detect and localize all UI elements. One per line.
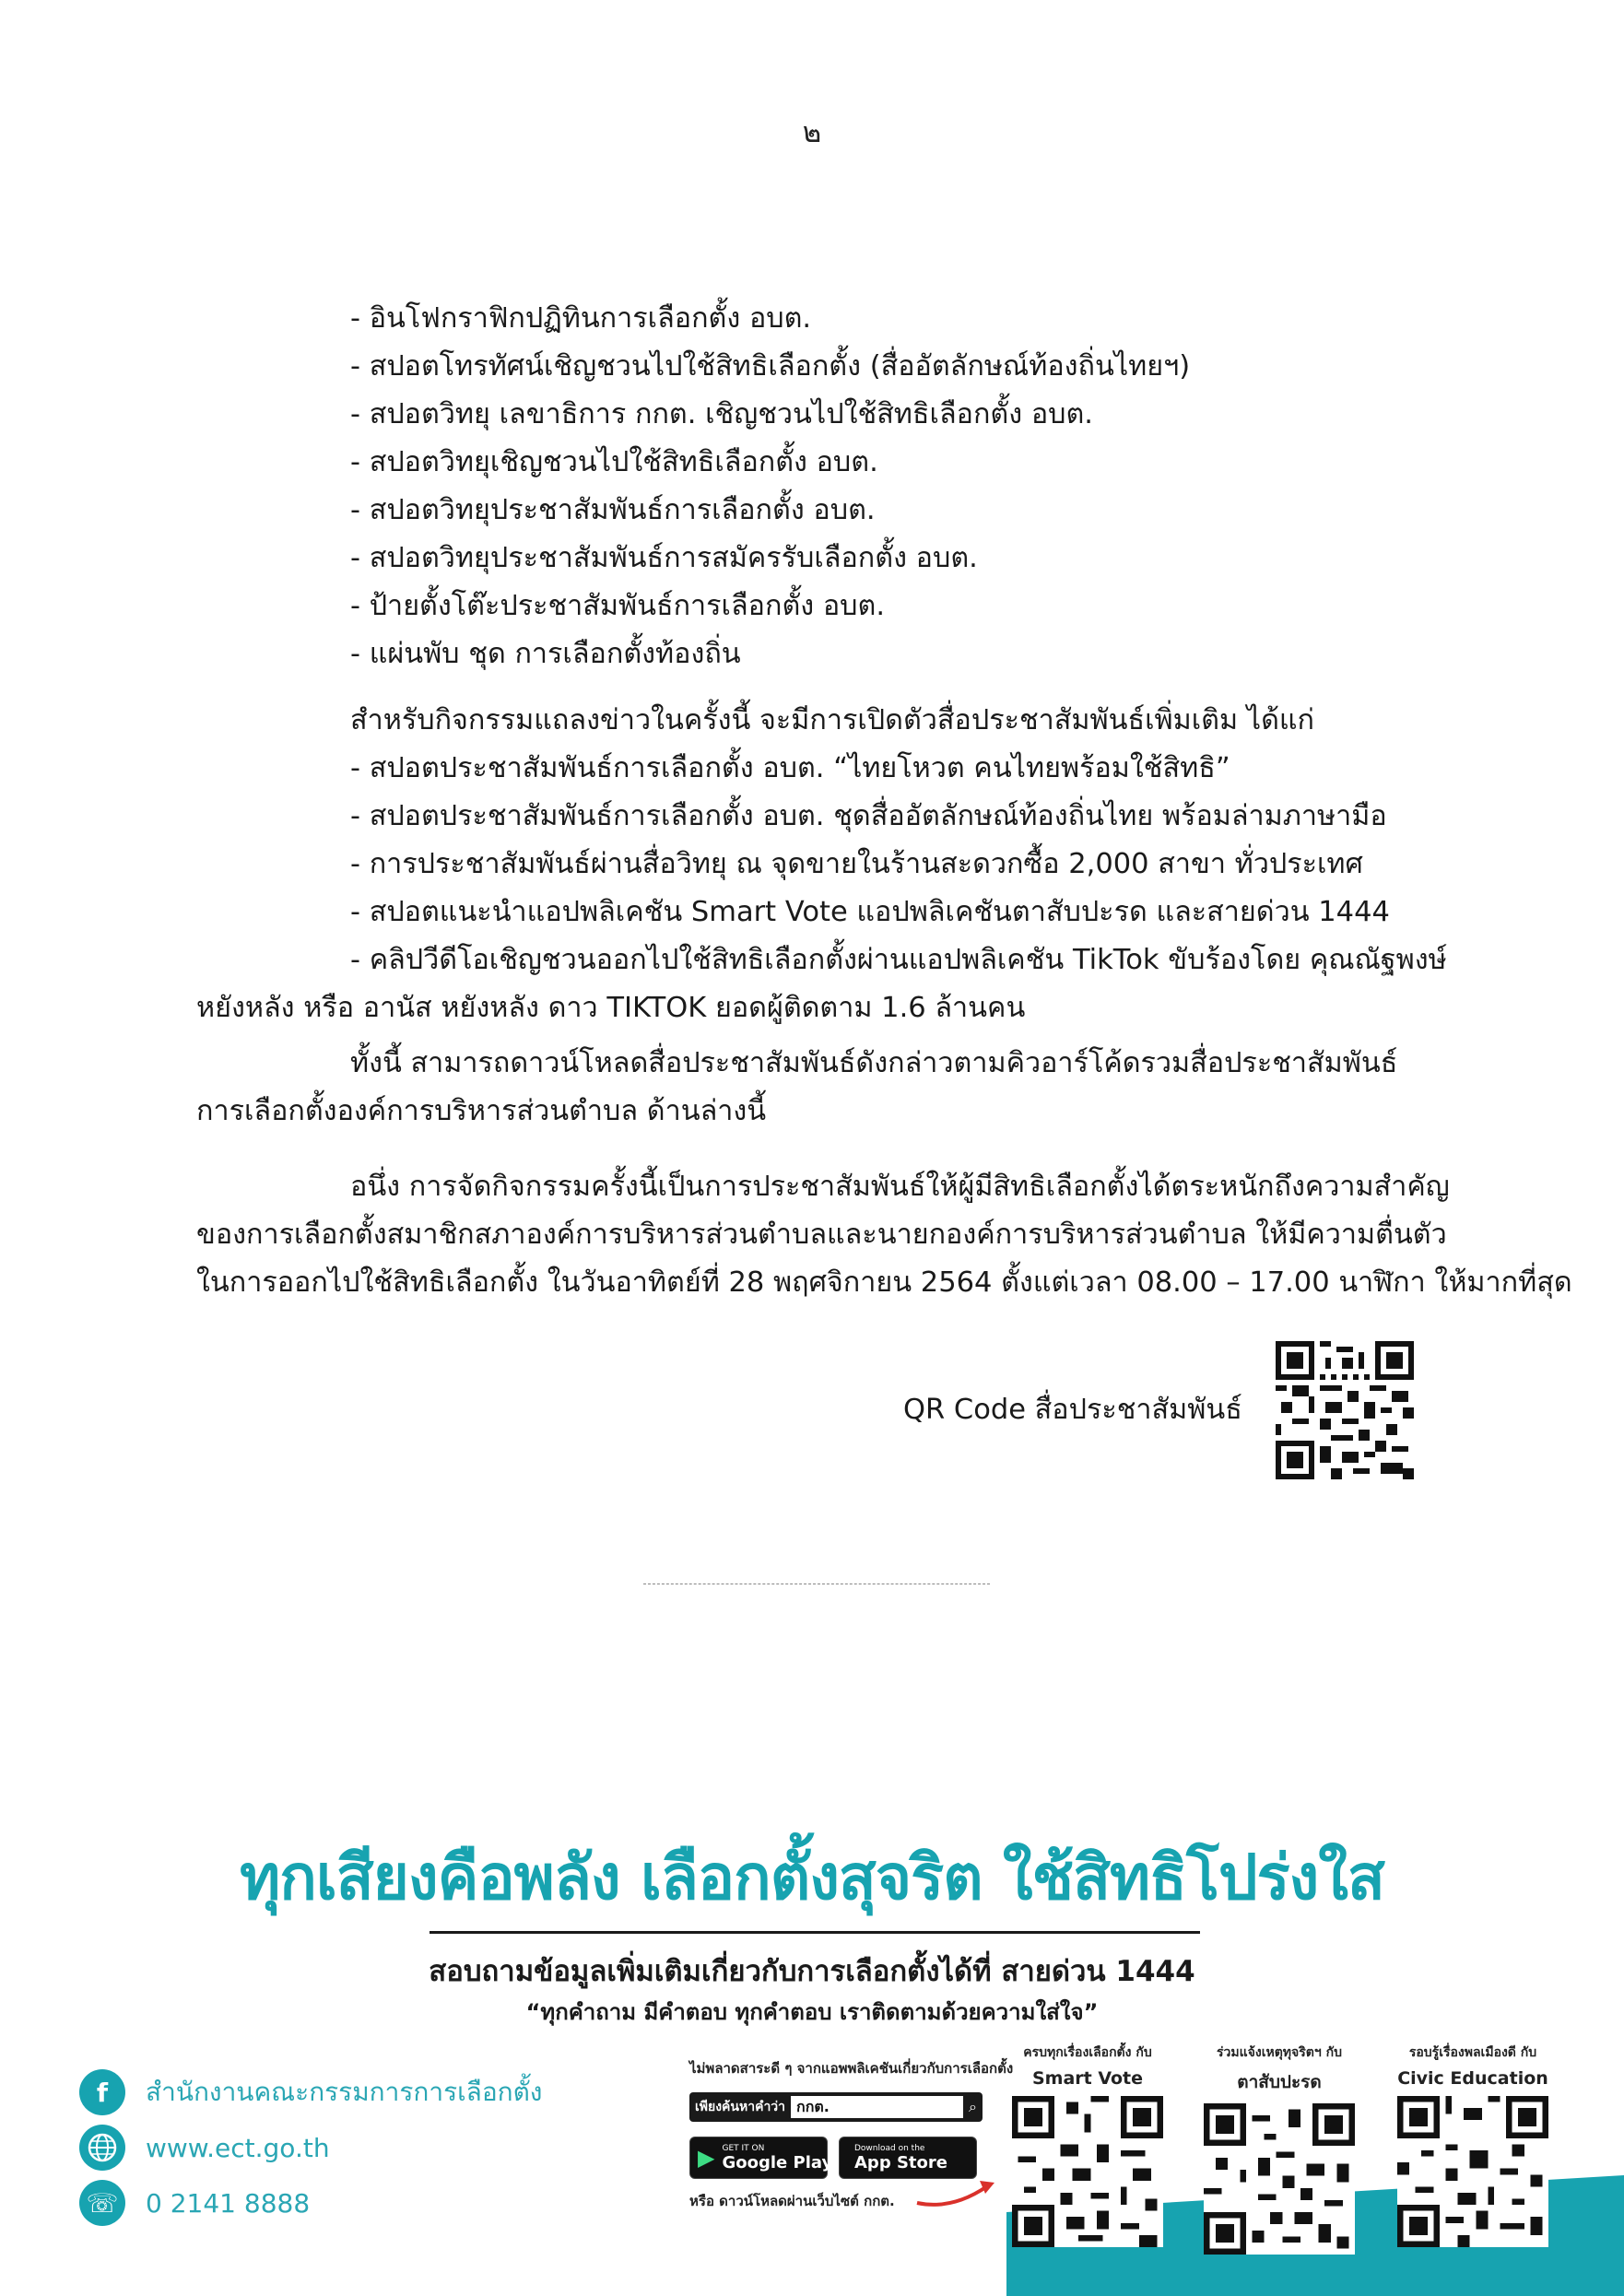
list-item: - การประชาสัมพันธ์ผ่านสื่อวิทยุ ณ จุดขายในร้านสะดวกซื้อ 2,000 สาขา ทั่วประเทศ: [350, 848, 1363, 880]
list-item: - สปอตโทรทัศน์เชิญชวนไปใช้สิทธิเลือกตั้ง (สื่ออัตลักษณ์ท้องถิ่นไทยฯ): [350, 350, 1191, 383]
paragraph-line: หยังหลัง หรือ อานัส หยังหลัง ดาว TIKTOK ยอดผู้ติดตาม 1.6 ล้านคน: [196, 992, 1026, 1024]
app-search-box: [689, 2092, 983, 2122]
media-list-existing: [350, 295, 1456, 678]
search-term: กกต.: [791, 2096, 963, 2118]
list-item: - สปอตประชาสัมพันธ์การเลือกตั้ง อบต. “ไทยโหวต คนไทยพร้อมใช้สิทธิ”: [350, 752, 1230, 784]
contact-text: สำนักงานคณะกรรมการการเลือกตั้ง: [146, 2077, 543, 2107]
qr-code-image: [1012, 2096, 1163, 2247]
list-item: - อินโฟกราฟิกปฏิทินการเลือกตั้ง อบต.: [350, 302, 812, 335]
facebook-icon: f: [79, 2069, 125, 2115]
globe-icon: [79, 2125, 125, 2171]
contact-website[interactable]: [79, 2125, 330, 2171]
contact-phone[interactable]: [79, 2180, 310, 2226]
contact-facebook[interactable]: [79, 2069, 542, 2115]
app-promo: [689, 2057, 1014, 2212]
badge-small-text: Download on the: [854, 2143, 925, 2153]
footer-tagline: “ทุกคำถาม มีคำตอบ ทุกคำตอบ เราติดตามด้วยความใส่ใจ”: [525, 1999, 1099, 2025]
list-item: - ป้ายตั้งโต๊ะประชาสัมพันธ์การเลือกตั้ง อบต.: [350, 590, 886, 622]
qr-ta-sap-parot[interactable]: [1192, 2043, 1367, 2258]
download-paragraph: [196, 1040, 1439, 1136]
badge-big-text: App Store: [854, 2152, 947, 2172]
list-item: - สปอตวิทยุประชาสัมพันธ์การเลือกตั้ง อบต.: [350, 494, 876, 526]
search-label: เพียงค้นหาคำว่า: [695, 2100, 786, 2114]
footer-slogan: ทุกเสียงคือพลัง เลือกตั้งสุจริต ใช้สิทธิโปร่งใส: [240, 1842, 1384, 1913]
list-item: - แผ่นพับ ชุด การเลือกตั้งท้องถิ่น: [350, 638, 741, 670]
contact-text: 0 2141 8888: [146, 2187, 311, 2219]
qr-caption: ร่วมแจ้งเหตุทุจริตฯ กับ: [1217, 2045, 1342, 2060]
list-item: - สปอตประชาสัมพันธ์การเลือกตั้ง อบต. ชุดสื่ออัตลักษณ์ท้องถิ่นไทย พร้อมล่ามภาษามือ: [350, 800, 1387, 832]
store-badges: [689, 2137, 1003, 2179]
badge-small-text: GET IT ON: [722, 2143, 765, 2153]
qr-code-image: [1204, 2103, 1355, 2255]
list-item: - สปอตวิทยุ เลขาธิการ กกต. เชิญชวนไปใช้สิทธิเลือกตั้ง อบต.: [350, 398, 1094, 430]
app-promo-title: ไม่พลาดสาระดี ๆ จากแอพพลิเคชันเกี่ยวกับการเลือกตั้ง: [689, 2060, 1014, 2077]
contact-text: www.ect.go.th: [146, 2132, 330, 2163]
qr-app-name: Smart Vote: [1031, 2068, 1144, 2089]
qr-code-image: [1397, 2096, 1548, 2247]
tiktok-paragraph: [196, 936, 1447, 1032]
paragraph-line: การเลือกตั้งองค์การบริหารส่วนตำบล ด้านล่างนี้: [196, 1095, 767, 1127]
list-item: - สปอตวิทยุเชิญชวนไปใช้สิทธิเลือกตั้ง อบต.: [350, 446, 878, 478]
paragraph-line: อนึ่ง การจัดกิจกรรมครั้งนี้เป็นการประชาสัมพันธ์ให้ผู้มีสิทธิเลือกตั้งได้ตระหนักถึงความสำคัญ: [350, 1171, 1450, 1203]
web-download-note: หรือ ดาวน์โหลดผ่านเว็บไซต์ กกต.: [689, 2193, 895, 2209]
qr-smart-vote[interactable]: [1000, 2043, 1175, 2251]
qr-label: QR Code สื่อประชาสัมพันธ์: [903, 1394, 1242, 1426]
qr-caption: รอบรู้เรื่องพลเมืองดี กับ: [1408, 2045, 1537, 2060]
intro-line: สำหรับกิจกรรมแถลงข่าวในครั้งนี้ จะมีการเปิดตัวสื่อประชาสัมพันธ์เพิ่มเติม ได้แก่: [350, 704, 1315, 736]
qr-civic-education[interactable]: [1385, 2043, 1560, 2251]
list-item: - สปอตแนะนำแอปพลิเคชัน Smart Vote แอปพลิเคชันตาสับปะรด และสายด่วน 1444: [350, 896, 1390, 928]
search-icon: ⌕: [969, 2098, 977, 2115]
phone-icon: ☏: [79, 2180, 125, 2226]
app-store-badge[interactable]: [839, 2137, 977, 2179]
page-number: ๒: [802, 116, 822, 149]
badge-big-text: Google Play: [722, 2152, 833, 2172]
list-item: - สปอตวิทยุประชาสัมพันธ์การสมัครรับเลือกตั้ง อบต.: [350, 542, 978, 574]
paragraph-line: - คลิปวีดีโอเชิญชวนออกไปใช้สิทธิเลือกตั้งผ่านแอปพลิเคชัน TikTok ขับร้องโดย คุณณัฐพงษ์: [350, 944, 1447, 976]
paragraph-line: ในการออกไปใช้สิทธิเลือกตั้ง ในวันอาทิตย์ที่ 28 พฤศจิกายน 2564 ตั้งแต่เวลา 08.00 – 17.00 นาฬิกา ให้มากที่สุด: [196, 1266, 1572, 1299]
media-list-new: [350, 745, 1456, 936]
paragraph-line: ทั้งนี้ สามารถดาวน์โหลดสื่อประชาสัมพันธ์ดังกล่าวตามคิวอาร์โค้ดรวมสื่อประชาสัมพันธ์: [350, 1047, 1398, 1079]
paragraph-line: ของการเลือกตั้งสมาชิกสภาองค์การบริหารส่วนตำบลและนายกองค์การบริหารส่วนตำบล ให้มีความตื่นตัว: [196, 1219, 1447, 1251]
qr-app-name: ตาสับปะรด: [1237, 2072, 1322, 2092]
closing-paragraph: [196, 1163, 1572, 1307]
google-play-badge[interactable]: [689, 2137, 833, 2179]
qr-caption: ครบทุกเรื่องเลือกตั้ง กับ: [1023, 2045, 1152, 2060]
play-icon: ▶: [698, 2145, 715, 2171]
qr-app-name: Civic Education: [1397, 2068, 1548, 2089]
arrow-icon: [915, 2175, 998, 2212]
footer-hotline: สอบถามข้อมูลเพิ่มเติมเกี่ยวกับการเลือกตั้งได้ที่ สายด่วน 1444: [429, 1955, 1195, 1988]
qr-code-image[interactable]: [1274, 1341, 1416, 1479]
slogan-underline: [430, 1931, 1200, 1934]
